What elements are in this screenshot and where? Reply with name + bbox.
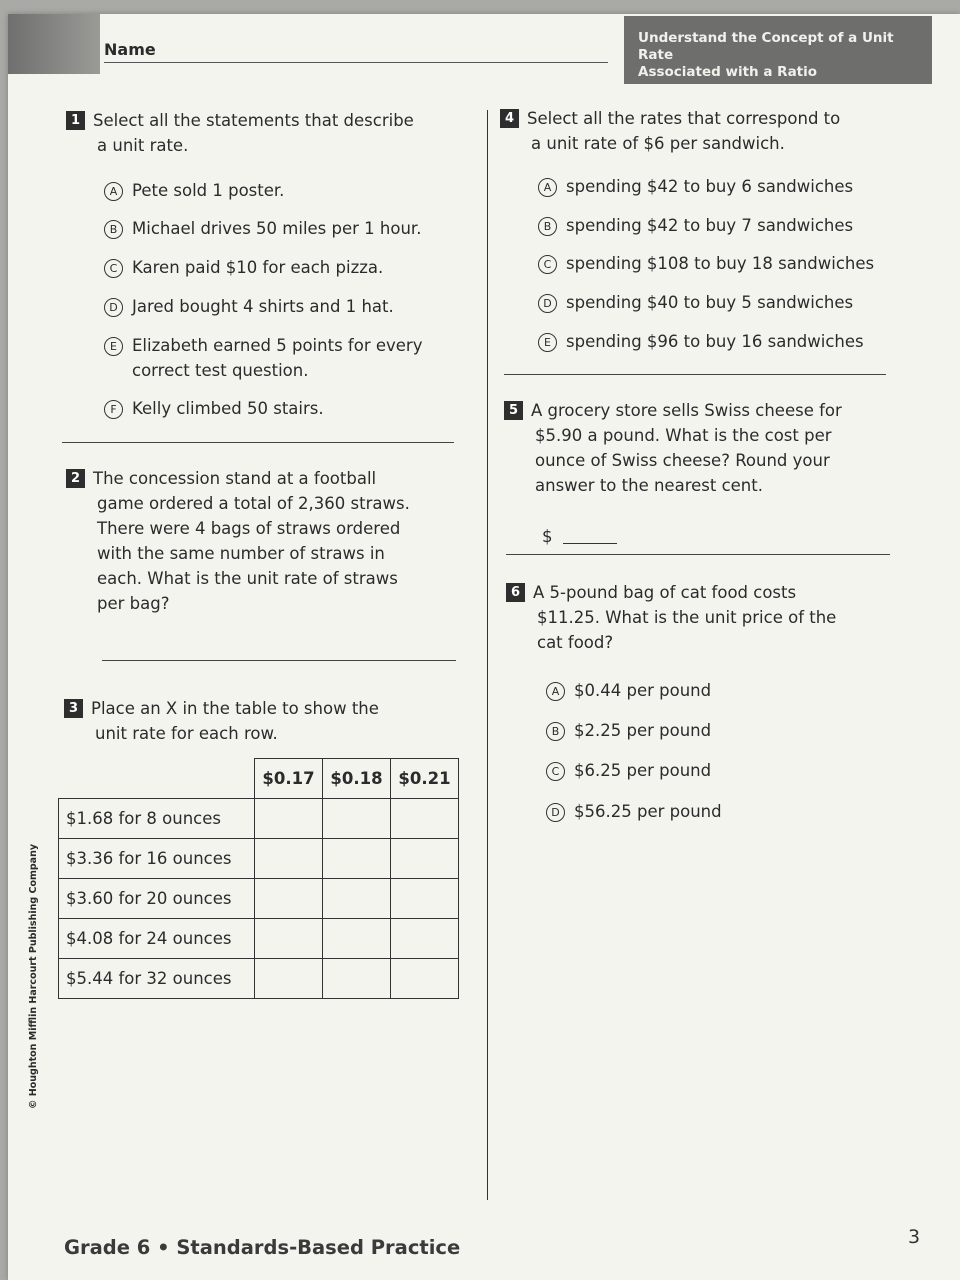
q6-option-c[interactable] <box>546 758 711 783</box>
q4-option-c[interactable] <box>538 251 874 276</box>
option-letter: C <box>546 762 565 781</box>
column-divider <box>487 110 488 1200</box>
question-prompt: A grocery store sells Swiss cheese for <box>531 401 842 420</box>
row-label: $3.36 for 16 ounces <box>59 839 255 879</box>
question-prompt: Select all the statements that describe <box>93 111 414 130</box>
question-prompt: a unit rate. <box>97 136 189 155</box>
question-2 <box>66 466 410 616</box>
option-letter: F <box>104 400 123 419</box>
question-prompt: The concession stand at a football <box>93 469 377 488</box>
question-prompt: $5.90 a pound. What is the cost per <box>535 426 832 445</box>
option-letter: C <box>538 255 557 274</box>
option-text: spending $108 to buy 18 sandwiches <box>566 254 875 273</box>
option-text: spending $96 to buy 16 sandwiches <box>566 332 864 351</box>
option-text: $6.25 per pound <box>574 761 712 780</box>
option-letter: A <box>546 682 565 701</box>
option-text: Michael drives 50 miles per 1 hour. <box>132 219 422 238</box>
q1-option-d[interactable] <box>104 294 394 319</box>
table-row <box>59 799 459 839</box>
question-number: 1 <box>66 111 85 130</box>
question-1 <box>66 108 414 158</box>
table-cell[interactable] <box>391 879 459 919</box>
q4-option-e[interactable] <box>538 329 864 354</box>
option-letter: B <box>104 220 123 239</box>
corner-tab <box>8 14 100 74</box>
table-header-row <box>59 759 459 799</box>
question-prompt: a unit rate of $6 per sandwich. <box>531 134 785 153</box>
column-header: $0.21 <box>391 759 459 799</box>
table-cell[interactable] <box>323 839 391 879</box>
footer-title: Grade 6 • Standards-Based Practice <box>64 1236 461 1259</box>
option-text: $0.44 per pound <box>574 681 712 700</box>
q6-option-a[interactable] <box>546 678 711 703</box>
q1-option-a[interactable] <box>104 178 284 203</box>
table-cell[interactable] <box>255 919 323 959</box>
table-cell[interactable] <box>323 799 391 839</box>
q5-answer[interactable] <box>542 524 617 549</box>
answer-line[interactable] <box>563 543 617 544</box>
question-number: 3 <box>64 699 83 718</box>
question-prompt: cat food? <box>537 633 614 652</box>
table-cell[interactable] <box>391 839 459 879</box>
row-label: $1.68 for 8 ounces <box>59 799 255 839</box>
publisher-credit: © Houghton Mifflin Harcourt Publishing Company <box>28 843 39 1109</box>
question-prompt: with the same number of straws in <box>97 544 385 563</box>
question-number: 2 <box>66 469 85 488</box>
question-prompt: answer to the nearest cent. <box>535 476 763 495</box>
option-letter: D <box>538 294 557 313</box>
column-header: $0.17 <box>255 759 323 799</box>
question-prompt: There were 4 bags of straws ordered <box>97 519 401 538</box>
question-number: 4 <box>500 109 519 128</box>
separator <box>504 374 886 375</box>
table-cell[interactable] <box>323 919 391 959</box>
option-text: $2.25 per pound <box>574 721 712 740</box>
question-prompt: $11.25. What is the unit price of the <box>537 608 837 627</box>
q6-option-d[interactable] <box>546 799 722 824</box>
question-prompt: game ordered a total of 2,360 straws. <box>97 494 410 513</box>
option-letter: A <box>104 182 123 201</box>
q6-option-b[interactable] <box>546 718 711 743</box>
answer-prefix: $ <box>542 527 553 546</box>
q2-answer-line[interactable] <box>102 660 456 661</box>
row-label: $3.60 for 20 ounces <box>59 879 255 919</box>
question-prompt: Place an X in the table to show the <box>91 699 379 718</box>
table-cell[interactable] <box>255 879 323 919</box>
topic-line-1: Understand the Concept of a Unit Rate <box>638 30 894 63</box>
question-number: 5 <box>504 401 523 420</box>
name-line <box>104 62 608 63</box>
option-text: Pete sold 1 poster. <box>132 181 285 200</box>
q1-option-c[interactable] <box>104 255 383 280</box>
option-text: spending $40 to buy 5 sandwiches <box>566 293 854 312</box>
table-row <box>59 879 459 919</box>
page-number: 3 <box>908 1226 921 1248</box>
option-letter: E <box>538 333 557 352</box>
question-prompt: A 5-pound bag of cat food costs <box>533 583 797 602</box>
question-prompt: Select all the rates that correspond to <box>527 109 841 128</box>
question-number: 6 <box>506 583 525 602</box>
worksheet-page <box>8 14 960 1280</box>
column-header: $0.18 <box>323 759 391 799</box>
question-prompt: each. What is the unit rate of straws <box>97 569 398 588</box>
topic-line-2: Associated with a Ratio <box>638 64 818 80</box>
q1-option-f[interactable] <box>104 396 324 421</box>
question-6 <box>506 580 836 655</box>
table-cell[interactable] <box>255 959 323 999</box>
table-cell[interactable] <box>255 839 323 879</box>
table-row <box>59 839 459 879</box>
option-letter: B <box>538 217 557 236</box>
table-row <box>59 959 459 999</box>
option-letter: E <box>104 337 123 356</box>
option-letter: D <box>546 803 565 822</box>
name-label: Name <box>104 40 156 59</box>
option-letter: C <box>104 259 123 278</box>
question-4 <box>500 106 840 156</box>
option-text: spending $42 to buy 7 sandwiches <box>566 216 854 235</box>
option-text: Kelly climbed 50 stairs. <box>132 399 324 418</box>
option-text: Karen paid $10 for each pizza. <box>132 258 384 277</box>
q4-option-d[interactable] <box>538 290 853 315</box>
question-5 <box>504 398 842 498</box>
table-cell[interactable] <box>391 919 459 959</box>
row-label: $4.08 for 24 ounces <box>59 919 255 959</box>
table-cell[interactable] <box>391 799 459 839</box>
option-letter: D <box>104 298 123 317</box>
table-cell[interactable] <box>323 879 391 919</box>
row-label: $5.44 for 32 ounces <box>59 959 255 999</box>
option-letter: B <box>546 722 565 741</box>
table-row <box>59 919 459 959</box>
q4-option-b[interactable] <box>538 213 853 238</box>
separator <box>506 554 890 555</box>
option-text: $56.25 per pound <box>574 802 722 821</box>
q4-option-a[interactable] <box>538 174 853 199</box>
q1-option-e[interactable] <box>104 333 422 383</box>
table-cell[interactable] <box>255 799 323 839</box>
option-text: spending $42 to buy 6 sandwiches <box>566 177 854 196</box>
question-prompt: per bag? <box>97 594 170 613</box>
table-cell[interactable] <box>391 959 459 999</box>
option-text: Elizabeth earned 5 points for every <box>132 336 423 355</box>
unit-rate-table <box>58 758 459 999</box>
question-3 <box>64 696 379 746</box>
option-letter: A <box>538 178 557 197</box>
option-text: Jared bought 4 shirts and 1 hat. <box>132 297 394 316</box>
option-text: correct test question. <box>132 361 309 380</box>
separator <box>62 442 454 443</box>
question-prompt: ounce of Swiss cheese? Round your <box>535 451 830 470</box>
q1-option-b[interactable] <box>104 216 421 241</box>
question-prompt: unit rate for each row. <box>95 724 278 743</box>
table-cell[interactable] <box>323 959 391 999</box>
topic-header <box>624 16 932 84</box>
